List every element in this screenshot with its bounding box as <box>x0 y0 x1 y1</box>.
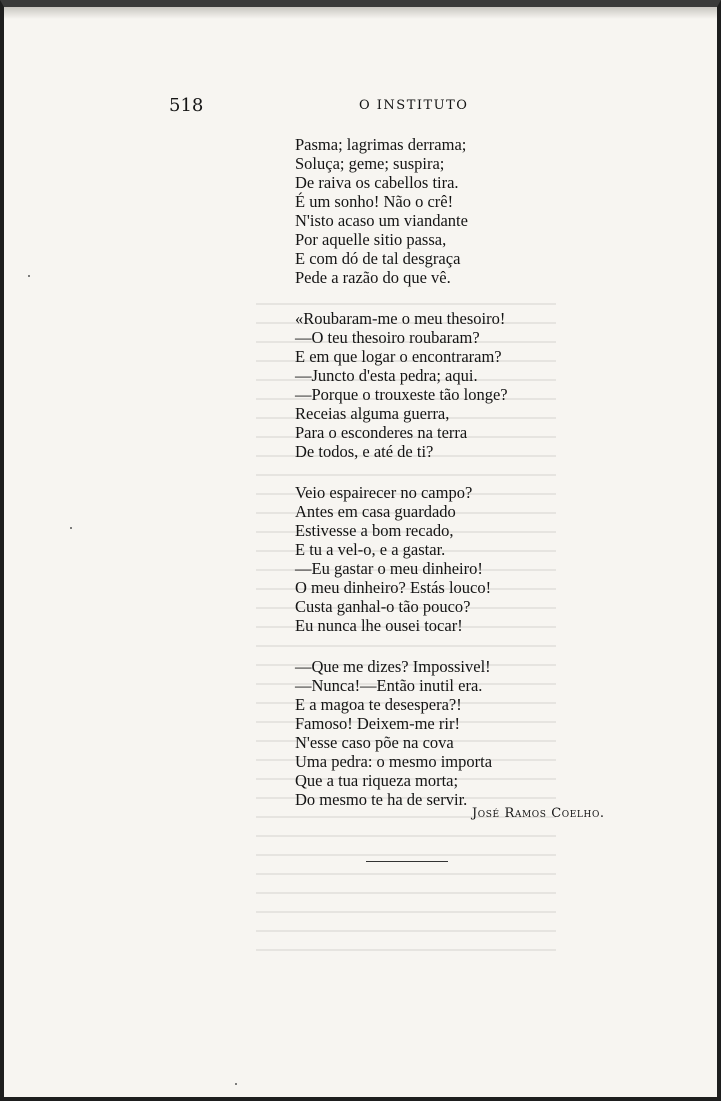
scan-speck <box>28 275 30 277</box>
stanza-3 <box>295 483 595 635</box>
scan-speck <box>70 527 72 529</box>
scan-top-shadow <box>4 7 717 19</box>
poem-line: —Que me dizes? Impossivel! <box>295 657 491 676</box>
poem-line: Pede a razão do que vê. <box>295 268 451 287</box>
stanza-4 <box>295 657 595 809</box>
poem-line: Famoso! Deixem-me rir! <box>295 714 460 733</box>
poem-line: Por aquelle sitio passa, <box>295 230 447 249</box>
poem-line: De raiva os cabellos tira. <box>295 173 459 192</box>
poem-line: De todos, e até de ti? <box>295 442 434 461</box>
poem-line: —Eu gastar o meu dinheiro! <box>295 559 483 578</box>
poem-line: E a magoa te desespera?! <box>295 695 462 714</box>
poem-line: Do mesmo te ha de servir. <box>295 790 468 809</box>
scan-speck <box>235 1083 237 1085</box>
page-number: 518 <box>169 95 204 116</box>
poem-line: Para o esconderes na terra <box>295 423 468 442</box>
poem-line: «Roubaram-me o meu thesoiro! <box>295 309 506 328</box>
poem-line: Eu nunca lhe ousei tocar! <box>295 616 463 635</box>
page-header <box>169 95 609 119</box>
poem-line: Receias alguma guerra, <box>295 404 450 423</box>
poem-line: Uma pedra: o mesmo importa <box>295 752 493 771</box>
poem-line: —Porque o trouxeste tão longe? <box>295 385 508 404</box>
poem-line: Soluça; geme; suspira; <box>295 154 445 173</box>
poem-line: E em que logar o encontraram? <box>295 347 502 366</box>
poem-line: O meu dinheiro? Estás louco! <box>295 578 492 597</box>
poem-line: N'isto acaso um viandante <box>295 211 468 230</box>
poem-line: E com dó de tal desgraça <box>295 249 461 268</box>
poem <box>295 135 595 831</box>
author-signature: José Ramos Coelho. <box>472 806 605 821</box>
poem-line: Antes em casa guardado <box>295 502 456 521</box>
poem-line: É um sonho! Não o crê! <box>295 192 454 211</box>
poem-line: Veio espairecer no campo? <box>295 483 473 502</box>
poem-line: E tu a vel-o, e a gastar. <box>295 540 446 559</box>
poem-line: —Juncto d'esta pedra; aqui. <box>295 366 478 385</box>
poem-line: —O teu thesoiro roubaram? <box>295 328 480 347</box>
poem-line: Estivesse a bom recado, <box>295 521 454 540</box>
poem-line: Pasma; lagrimas derrama; <box>295 135 467 154</box>
poem-line: Que a tua riqueza morta; <box>295 771 459 790</box>
poem-line: N'esse caso põe na cova <box>295 733 454 752</box>
running-head: O INSTITUTO <box>359 98 469 113</box>
end-rule <box>366 861 448 862</box>
stanza-2 <box>295 309 595 461</box>
poem-line: —Nunca!—Então inutil era. <box>295 676 483 695</box>
stanza-1 <box>295 135 595 287</box>
poem-line: Custa ganhal-o tão pouco? <box>295 597 471 616</box>
